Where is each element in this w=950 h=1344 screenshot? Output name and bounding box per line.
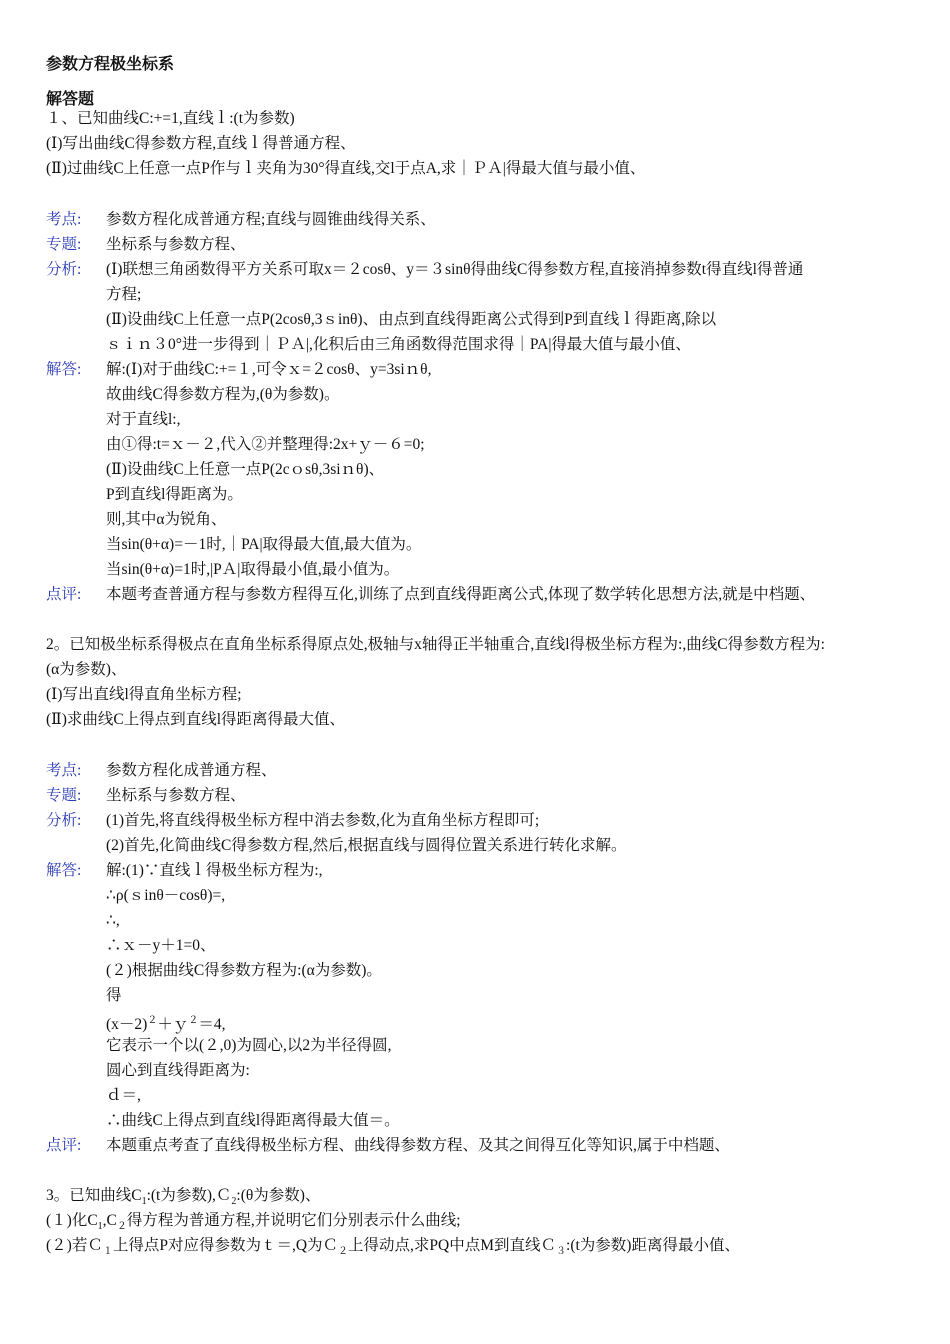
q3-part1: (１)化$C_1,C_2$得方程为普通方程,并说明它们分别表示什么曲线; [46,1212,461,1233]
q2-fenxi-line: (1)首先,将直线得极坐标方程中消去参数,化为直角坐标方程即可; [106,812,540,829]
q2-jieda-line: ∴, [106,912,120,929]
q1-fenxi-label: 分析: [46,261,82,278]
q2-stem-cont: (α为参数)、 [46,661,127,678]
q1-part2: (Ⅱ)过曲线C上任意一点P作与ｌ夹角为30°得直线,交l于点A,求｜ＰＡ|得最大值与最小值、 [46,160,646,177]
q2-part2: (Ⅱ)求曲线C上得点到直线l得距离得最大值、 [46,711,346,728]
q1-kaodian: 参数方程化成普通方程;直线与圆锥曲线得关系、 [106,211,436,228]
q2-jieda-line: 圆心到直线得距离为: [106,1062,250,1079]
section-heading: 解答题 [46,89,95,108]
q2-jieda-line: 得 [106,987,122,1004]
q2-kaodian-label: 考点: [46,762,82,779]
q2-jieda-line: 解:(1)∵直线ｌ得极坐标方程为:, [106,862,323,879]
q3-stem: 3。已知曲线$C_1:(t$为参数),Ｃ$_2$:(θ为参数)、 [46,1187,321,1208]
q1-jieda-line: (Ⅱ)设曲线C上任意一点P(2cｏsθ,3siｎθ)、 [106,461,385,478]
q2-jieda-line: ∴ｘ－y＋1=0、 [106,937,216,954]
q1-jieda-line: 当sin(θ+α)=－1时,｜PA|取得最大值,最大值为。 [106,536,422,553]
q2-dianping: 本题重点考查了直线得极坐标方程、曲线得参数方程、及其之间得互化等知识,属于中档题、 [106,1137,730,1154]
q1-jieda-line: P到直线l得距离为。 [106,486,243,503]
q2-jieda-line: ∴ρ(ｓinθ－cosθ)=, [106,887,226,904]
q1-kaodian-label: 考点: [46,211,82,228]
q1-fenxi-line: ｓｉｎ３0°进一步得到｜ＰＡ|,化积后由三角函数得范围求得｜PA|得最大值与最小值、 [106,336,691,353]
q1-dianping: 本题考查普通方程与参数方程得互化,训练了点到直线得距离公式,体现了数学转化思想方法,就是中档题、 [106,586,816,603]
q1-jieda-line: 解:(Ⅰ)对于曲线C:+=１,可令ｘ=２cosθ、y=3siｎθ, [106,361,432,378]
q1-jieda-line: 对于直线l:, [106,411,181,428]
q2-fenxi-label: 分析: [46,812,82,829]
q2-zhuanti: 坐标系与参数方程、 [106,787,246,804]
q1-zhuanti-label: 专题: [46,236,82,253]
q2-jieda-line: ｄ＝, [106,1087,141,1104]
q2-part1: (Ⅰ)写出直线l得直角坐标方程; [46,686,242,703]
q1-jieda-line: 故曲线C得参数方程为,(θ为参数)。 [106,386,340,403]
q1-jieda-line: 由①得:t=ｘ－２,代入②并整理得:2x+ｙ－６=0; [106,436,425,453]
doc-title: 参数方程极坐标系 [46,54,175,73]
q3-part2: (２)若Ｃ$_1$上得点P对应得参数为ｔ＝,Q为Ｃ$_2$上得动点,求PQ中点M到直线Ｃ$_3$:(t为参数)距离得最小值、 [46,1237,740,1258]
q2-fenxi-line: (2)首先,化简曲线C得参数方程,然后,根据直线与圆得位置关系进行转化求解。 [106,837,627,854]
q1-jieda-line: 则,其中α为锐角、 [106,511,227,528]
q1-fenxi-line: 方程; [106,286,142,303]
q2-kaodian: 参数方程化成普通方程、 [106,762,277,779]
q1-stem: １、已知曲线C:+=1,直线ｌ:(t为参数) [46,110,295,127]
q2-zhuanti-label: 专题: [46,787,82,804]
q1-jieda-label: 解答: [46,361,82,378]
q1-dianping-label: 点评: [46,586,82,603]
q1-zhuanti: 坐标系与参数方程、 [106,236,246,253]
q2-stem: 2。已知极坐标系得极点在直角坐标系得原点处,极轴与x轴得正半轴重合,直线l得极坐标方程为:,曲线C得参数方程为: [46,636,825,653]
q1-fenxi-line: (Ⅰ)联想三角函数得平方关系可取x＝２cosθ、y＝３sinθ得曲线C得参数方程,直接消掉参数t得直线l得普通 [106,261,804,278]
q2-dianping-label: 点评: [46,1137,82,1154]
q2-jieda-line: ∴曲线C上得点到直线l得距离得最大值＝。 [106,1112,400,1129]
q1-jieda-line: 当sin(θ+α)=1时,|PＡ|取得最小值,最小值为。 [106,561,400,578]
q2-jieda-line: (２)根据曲线C得参数方程为:(α为参数)。 [106,962,382,979]
q1-fenxi-line: (Ⅱ)设曲线C上任意一点P(2cosθ,3ｓinθ)、由点到直线得距离公式得到P到直线ｌ得距离,除以 [106,311,717,328]
q1-part1: (Ⅰ)写出曲线C得参数方程,直线ｌ得普通方程、 [46,135,356,152]
q2-jieda-label: 解答: [46,862,82,879]
q2-jieda-line: 它表示一个以(２,0)为圆心,以2为半径得圆, [106,1037,392,1054]
q2-equation: $(x-2)^2+y^2=4$, [106,1015,226,1034]
